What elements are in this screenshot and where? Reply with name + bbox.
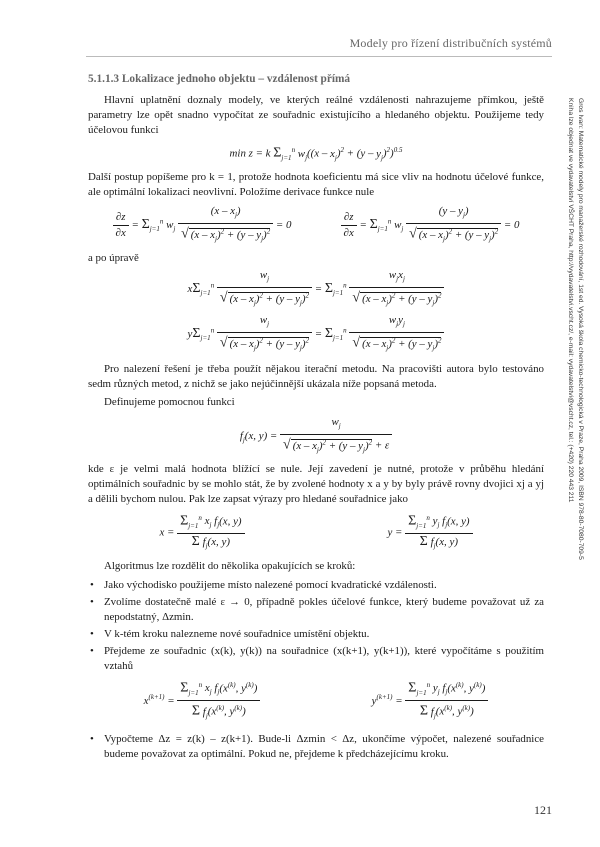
section-heading: 5.1.1.3 Lokalizace jednoho objektu – vzdálenost přímá [88,73,351,85]
page-number: 121 [534,803,552,817]
paragraph-derivative: Další postup popíšeme pro k = 1, protože hodnota koeficientu má sice vliv na hodnotu účelové funkce, ale optimální lokalizaci neovlivní. Položíme derivace funkce nule [88,170,544,198]
equation-iteration-y: $y^{(k+1)}$ = $\frac{\Sigma_{j=1}^n y_j f_j(x^{(k)}, y^{(k)})}{\Sigma f_j(x^{(k)}, y^{(k)})}$ [372,678,489,725]
equation-derivatives [88,204,544,247]
paragraph-intro: Hlavní uplatnění doznaly modely, ve kterých reálné vzdálenosti nahrazujeme přímkou, ještě parametry lze opět snadno vypočítat ze souřadnic existujícího a hledaného objektu. Použijeme tedy účelovou funkci [88,94,544,136]
paragraph-iteration: Pro nalezení řešení je třeba použít nějakou iterační metodu. Na pracovišti autora bylo testováno sedm různých metod, z nichž se jako nejúčinnější ukázala níže popsaná metoda. [88,362,544,390]
algorithm-steps [88,578,544,674]
equation-helper-function: $f_j(x$, y) = $\frac{w_j}{√ (x - x_j)^2 + (y - y_j)^2 + \varepsilon}$ [88,415,544,458]
equation-adjusted-x: $x\Sigma_{j=1}^n$ $\frac{w_j}{√ (x - x_j)^2 + (y - y_j)^2}$ = $\Sigma_{j=1}^n$ $\frac{w_jx_j}{√ (x - x_j)^2 + (y - y_j)^2}$ [88,268,544,311]
page-content [88,66,544,764]
equation-coordinates [88,511,544,555]
list-item: • Jako východisko použijeme místo nalezené pomocí kvadratické vzdálenosti. [88,578,544,593]
equation-coordinate-y: y = $\frac{\Sigma_{j=1}^n y_j f_j(x, y)}{\Sigma f_j(x, y)}$ [387,511,472,555]
paragraph-algorithm: Algoritmus lze rozdělit do několika opakujících se kroků: [104,559,356,572]
paragraph-epsilon: kde ε je velmi malá hodnota blížící se nule. Její zavedení je nutné, protože v průběhu hledání optimálních souřadnic by se mohlo stát, že by zvolené hodnoty x a y by byly právě rovny dvojici xj a yj a dělili bychom nulou. Pak lze zapsat výrazy pro hledané souřadnice jako [88,462,544,505]
side-notice-line-2: Kniha lze objednat ve vydavatelství VŠCHT Praha, http://vydavatelstvi.vscht.cz/, e-mail: vydavatelstvi@vscht.cz, tel.: (+420) 220 443 211 [567,98,574,503]
list-item: • Vypočteme Δz = z(k) – z(k+1). Bude-li Δzmin < Δz, ukončíme výpočet, nalezené souřadnice budeme považovat za optimální. Pokud ne, přejdeme k předcházejícímu kroku. [88,732,544,762]
header-rule [86,56,552,57]
side-copyright-notice [553,98,585,568]
paragraph-after-adjustment: a po úpravě [88,251,139,264]
list-item: • Zvolíme dostatečně malé ε → 0, případně pokles účelové funkce, který budeme považovat už za nepodstatný, Δzmin. [88,595,544,625]
running-header: Modely pro řízení distribučních systémů [349,36,552,50]
equation-derivative-x: $\frac{\partial z}{\partial x}$ = $\Sigma_{j=1}^n$ $w_j$ $\frac{(x - x_j)}{√ (x - x_j)^2 + (y - y_j)^2}$ = 0 [113,204,292,247]
equation-adjusted-y: $y\Sigma_{j=1}^n$ $\frac{w_j}{√ (x - x_j)^2 + (y - y_j)^2}$ = $\Sigma_{j=1}^n$ $\frac{w_jy_j}{√ (x - x_j)^2 + (y - y_j)^2}$ [88,313,544,356]
list-item: • Přejdeme ze souřadnic (x(k), y(k)) na souřadnice (x(k+1), y(k+1)), které vypočítáme s použitím vztahů [88,644,544,674]
equation-coordinate-x: x = $\frac{\Sigma_{j=1}^n x_j f_j(x, y)}{\Sigma f_j(x, y)}$ [159,511,244,555]
side-notice-line-1: Gros Ivan: Matematické modely pro manažerské rozhodování, 1st ed. Vysoká škola chemicko-technologická v Praze, Praha 2009, ISBN 978-80-7080-709-5 [577,98,584,560]
equation-objective: min z = k $\Sigma_{j=1}^n$ $w_j((x - x_j)^2 + (y - y_j)^2)^{0.5}$ [229,145,403,162]
equation-iteration [88,678,544,725]
equation-iteration-x: $x^{(k+1)}$ = $\frac{\Sigma_{j=1}^n x_j f_j(x^{(k)}, y^{(k)})}{\Sigma f_j(x^{(k)}, y^{(k)})}$ [144,678,261,725]
equation-derivative-y: $\frac{\partial z}{\partial x}$ = $\Sigma_{j=1}^n$ $w_j$ $\frac{(y - y_j)}{√ (x - x_j)^2 + (y - y_j)^2}$ = 0 [341,204,520,247]
algorithm-steps-continued [88,732,544,762]
list-item: • V k-tém kroku nalezneme nové souřadnice umístění objektu. [88,627,544,642]
paragraph-define-function: Definujeme pomocnou funkci [104,395,235,408]
